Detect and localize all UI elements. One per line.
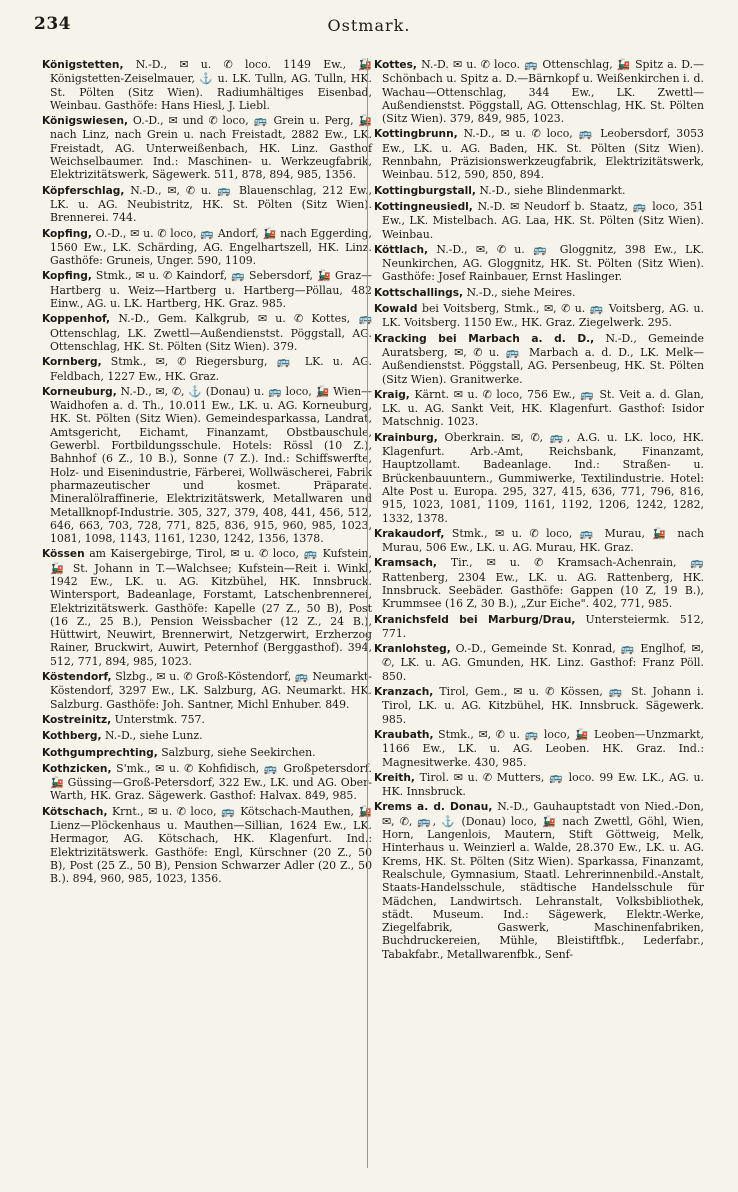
gazetteer-entry (42, 762, 372, 803)
entry-description: O.-D., ✉ u. ✆ loco, 🚌 Andorf, 🚂 nach Eggerding, 1560 Ew., LK. Schärding, AG. Engelhartszell, HK. Linz. Gasthöfe: Gruneis, Unger. 590, 1109. (50, 226, 372, 268)
entry-description: Oberkrain. ✉, ✆, 🚌, A.G. u. LK. loco, HK. Klagenfurt. Arb.-Amt, Reichsbank, Finanzamt, Hauptzollamt. Badeanlage. Ind.: Straßen- u. Brückenbauuntern., Gummiwerke, Textilindustrie. Hotel: Alte Post u. Europa. 295, 327, 415, 636, 771, 796, 816, 915, 1023, 1081, 1109, 1161, 1192, 1206, 1242, 1282, 1332, 1378. (382, 430, 704, 525)
left-column (42, 58, 372, 888)
gazetteer-entry (42, 114, 372, 181)
entry-description: Stmk., ✉ u. ✆ loco, 🚌 Murau, 🚂 nach Murau, 506 Ew., LK. u. AG. Murau, HK. Graz. (382, 526, 704, 555)
entry-place-name: Kranichsfeld bei Marburg/Drau, (374, 613, 576, 626)
entry-place-name: Kothberg, (42, 730, 102, 743)
entry-place-name: Kottingbrunn, (374, 128, 458, 141)
gazetteer-entry (374, 127, 704, 181)
gazetteer-entry (374, 243, 704, 284)
gazetteer-entry (42, 670, 372, 711)
gazetteer-entry (374, 728, 704, 769)
entry-description: Stmk., ✉, ✆ u. 🚌 loco, 🚂 Leoben—Unzmarkt, 1166 Ew., LK. u. AG. Leoben. HK. Graz. Ind.: Magnesitwerke. 430, 985. (382, 727, 704, 769)
gazetteer-entry (374, 286, 704, 300)
entry-description: am Kaisergebirge, Tirol, ✉ u. ✆ loco, 🚌 Kufstein, 🚂 St. Johann in T.—Walchsee; Kufstein—Reit i. Winkl, 1942 Ew., LK. u. AG. Kitzbühel, HK. Innsbruck. Wintersport, Badeanlage, Forstamt, Latschenbrennerei, Elektrizitätswerk. Gasthöfe: Kapelle (27 Z., 50 B), Post (16 Z., 25 B.), Pension Weissbacher (12 Z., 24 B.), Hüttwirt, Neuwirt, Brennerwirt, Netzgerwirt, Erzherzog Rainer, Bruckwirt, Auwirt, Peternhof (Berggasthof). 394, 512, 771, 894, 985, 1023. (50, 547, 372, 668)
entry-place-name: Krems a. d. Donau, (374, 801, 493, 814)
entry-description: N.-D., ✉ u. ✆ loco. 1149 Ew., 🚂 Königstetten-Zeiselmauer, ⚓ u. LK. Tulln, AG. Tulln, HK. St. Pölten (Sitz Wien). Radiumhältiges Eisenbad, Weinbau. Gasthöfe: Hans Hiesl, J. Liebl. (50, 58, 372, 112)
entry-description: N.-D. ✉ u. ✆ loco. 🚌 Ottenschlag, 🚂 Spitz a. D.—Schönbach u. Spitz a. D.—Bärnkopf u. Weißenkirchen i. d. Wachau—Ottenschlag, 344 Ew., LK. Zwettl—Außendienstst. Pöggstall, AG. Ottenschlag, HK. St. Pölten (Sitz Wien). 379, 849, 985, 1023. (382, 58, 704, 126)
entry-description: N.-D., siehe Blindenmarkt. (475, 183, 626, 197)
gazetteer-entry (42, 729, 372, 743)
entry-description: Kärnt. ✉ u. ✆ loco, 756 Ew., 🚌 St. Veit a. d. Glan, LK. u. AG. Sankt Veit, HK. Klagenfurt. Gasthof: Isidor Matschnig. 1023. (382, 387, 704, 429)
entry-place-name: Korneuburg, (42, 385, 117, 398)
entry-description: N.-D., siehe Meires. (463, 285, 576, 299)
entry-place-name: Kowald (374, 303, 418, 316)
entry-place-name: Kothzicken, (42, 762, 112, 775)
gazetteer-entry (42, 227, 372, 268)
entry-place-name: Kötschach, (42, 805, 108, 818)
gazetteer-entry (42, 312, 372, 353)
entry-description: N.-D., ✉ u. ✆ loco, 🚌 Leobersdorf, 3053 Ew., LK. u. AG. Baden, HK. St. Pölten (Sitz Wien). Rennbahn, Präzisionswerkzeugfabrik, Elektrizitätswerk, Weinbau. 512, 590, 850, 894. (382, 127, 704, 182)
entry-place-name: Kottschallings, (374, 286, 464, 299)
entry-place-name: Koppenhof, (42, 313, 111, 326)
gazetteer-entry (374, 613, 704, 641)
gazetteer-entry (374, 685, 704, 726)
entry-place-name: Köpferschlag, (42, 184, 125, 197)
entry-description: N.-D., Gemeinde Auratsberg, ✉, ✆ u. 🚌 Marbach a. d. D., LK. Melk—Außendienstst. Pöggstall, AG. Persenbeug, HK. St. Pölten (Sitz Wien). Granitwerke. (382, 331, 704, 386)
page-header (34, 14, 704, 40)
gazetteer-entry (42, 385, 372, 546)
entry-place-name: Kranlohsteg, (374, 643, 451, 656)
entry-description: N.-D., ✉, ✆ u. 🚌 Blauenschlag, 212 Ew., LK. u. AG. Neubistritz, HK. St. Pölten (Sitz Wien). Brennerei. 744. (50, 183, 372, 225)
entry-place-name: Kottes, (374, 59, 417, 71)
entry-description: N.-D. ✉ Neudorf b. Staatz, 🚌 loco, 351 Ew., LK. Mistelbach. AG. Laa, HK. St. Pölten (Sitz Wien). Weinbau. (382, 199, 704, 241)
entry-place-name: Kranzach, (374, 686, 434, 699)
gazetteer-entry (42, 184, 372, 225)
gazetteer-entry (374, 388, 704, 429)
gazetteer-entry (374, 200, 704, 241)
entry-place-name: Kraig, (374, 388, 410, 401)
gazetteer-entry (374, 556, 704, 610)
entry-description: Salzburg, siehe Seekirchen. (157, 745, 316, 759)
entry-description: Tirol. ✉ u. ✆ Mutters, 🚌 loco. 99 Ew. LK., AG. u. HK. Innsbruck. (382, 770, 704, 799)
entry-place-name: Kopfing, (42, 270, 92, 283)
entry-place-name: Kottingneusiedl, (374, 200, 473, 213)
entry-place-name: Kraubath, (374, 728, 434, 741)
entry-place-name: Kracking bei Marbach a. d. D., (374, 332, 595, 345)
entry-place-name: Kreith, (374, 771, 415, 784)
gazetteer-entry (42, 713, 372, 727)
entry-description: N.-D., ✉, ✆ u. 🚌 Gloggnitz, 398 Ew., LK. Neunkirchen, AG. Gloggnitz, HK. St. Pölten (Sitz Wien). Gasthöfe: Josef Rainbauer, Ernst Haslinger. (382, 242, 704, 284)
entry-description: N.-D., Gem. Kalkgrub, ✉ u. ✆ Kottes, 🚌 Ottenschlag, LK. Zwettl—Außendienstst. Pöggstall, AG. Ottenschlag, HK. St. Pölten (Sitz Wien). 379. (50, 312, 372, 353)
entry-description: O.-D., Gemeinde St. Konrad, 🚌 Englhof, ✉, ✆, LK. u. AG. Gmunden, HK. Linz. Gasthof: Franz Pöll. 850. (382, 642, 704, 683)
entry-place-name: Krainburg, (374, 431, 438, 444)
entry-description: Unterstmk. 757. (111, 712, 205, 726)
entry-place-name: Krakaudorf, (374, 527, 445, 540)
entry-description: Slzbg., ✉ u. ✆ Groß-Köstendorf, 🚌 Neumarkt-Köstendorf, 3297 Ew., LK. Salzburg, AG. Neumarkt. HK. Salzburg. Gasthöfe: Joh. Santner, Michl Enhuber. 849. (50, 670, 372, 711)
entry-description: Stmk., ✉ u. ✆ Kaindorf, 🚌 Sebersdorf, 🚂 Graz—Hartberg u. Weiz—Hartberg u. Hartberg—Pöllau, 482 Einw., AG. u. LK. Hartberg, HK. Graz. 985. (50, 269, 372, 311)
entry-description: N.-D., ✉, ✆, ⚓ (Donau) u. 🚌 loco, 🚂 Wien—Waidhofen a. d. Th., 10.011 Ew., LK. u. AG. Korneuburg, HK. St. Pölten (Sitz Wien). Gemeindesparkassa, Landrat, Amtsgericht, Eichamt, Finanzamt, Obstbauschule, Gewerbl. Fortbildungsschule. Hotels: Rössl (10 Z.), Bahnhof (6 Z., 10 B.), Sonne (7 Z.). Ind.: Schiffswerfte, Holz- und Eisenindustrie, Färberei, Wollwäscherei, Fabrik pharmazeutischer und kosmet. Präparate. Mineralölraffinerie, Elektrizitätswerk, Metallwaren und Metallknopf-Industrie. 305, 327, 379, 408, 441, 456, 512, 646, 663, 703, 728, 771, 825, 836, 915, 960, 985, 1023, 1081, 1098, 1143, 1161, 1230, 1242, 1356, 1378. (50, 384, 372, 546)
entry-place-name: Kössen (42, 548, 85, 561)
entry-place-name: Kornberg, (42, 356, 102, 369)
gazetteer-entry (374, 800, 704, 961)
gazetteer-entry (374, 527, 704, 555)
gazetteer-entry (374, 332, 704, 386)
entry-place-name: Köstendorf, (42, 671, 112, 684)
entry-description: bei Voitsberg, Stmk., ✉, ✆ u. 🚌 Voitsberg, AG. u. LK. Voitsberg. 1150 Ew., HK. Graz. Ziegelwerk. 295. (382, 302, 704, 330)
gazetteer-entry (42, 355, 372, 383)
entry-description: O.-D., ✉ und ✆ loco, 🚌 Grein u. Perg, 🚂 nach Linz, nach Grein u. nach Freistadt, 2882 Ew., LK. Freistadt, AG. Unterweißenbach, HK. Linz. Gasthof Weichselbaumer. Ind.: Maschinen- u. Werkzeugfabrik, Elektrizitätswerk, Sägewerk. 511, 878, 894, 985, 1356. (50, 114, 372, 182)
entry-description: Untersteiermk. 512, 771. (382, 612, 704, 640)
entry-place-name: Kothgumprechting, (42, 746, 158, 759)
entry-place-name: Königswiesen, (42, 115, 129, 128)
entry-description: S'mk., ✉ u. ✆ Kohfidisch, 🚌 Großpetersdorf. 🚂 Güssing—Groß-Petersdorf, 322 Ew., LK. und AG. Ober-Warth, HK. Graz. Sägewerk. Gasthof: Halvax. 849, 985. (50, 761, 372, 803)
entry-place-name: Köttlach, (374, 243, 429, 256)
entry-place-name: Kramsach, (374, 557, 437, 570)
page-number: 234 (34, 14, 71, 34)
gazetteer-entry (374, 58, 704, 125)
gazetteer-entry (374, 302, 704, 330)
gazetteer-entry (42, 805, 372, 886)
running-head: Ostmark. (327, 16, 411, 35)
entry-place-name: Königstetten, (42, 59, 124, 71)
entry-place-name: Kopfing, (42, 227, 92, 240)
gazetteer-entry (42, 746, 372, 760)
right-column (374, 58, 704, 963)
column-divider (367, 58, 368, 1168)
gazetteer-entry (374, 184, 704, 198)
entry-description: N.-D., siehe Lunz. (101, 729, 203, 743)
gazetteer-entry (42, 547, 372, 668)
gazetteer-entry (42, 58, 372, 112)
entry-description: N.-D., Gauhauptstadt von Nied.-Don, ✉, ✆, 🚌, ⚓ (Donau) loco, 🚂 nach Zwettl, Göhl, Wien, Horn, Langenlois, Mautern, Stift Göttweig, Melk, Hinterhaus u. Weinzierl a. Walde, 28.370 Ew., LK. u. AG. Krems, HK. St. Pölten (Sitz Wien). Sparkassa, Finanzamt, Realschule, Gymnasium, Staatl. Lehrerinnenbild.-Anstalt, Staats-Handelsschule, städtische Handelsschule für Mädchen, Landwirtsch. Lehranstalt, Volksbibliothek, städt. Museum. Ind.: Sägewerk, Elektr.-Werke, Ziegelfabrik, Gaswerk, Maschinenfabriken, Buchdruckereien, Mühle, Bleistiftfbk., Lederfabr., Tabakfabr., Metallwarenfbk., Senf- (382, 800, 705, 961)
entry-description: Stmk., ✉, ✆ Riegersburg, 🚌 LK. u. AG. Feldbach, 1227 Ew., HK. Graz. (50, 355, 372, 383)
gazetteer-entry (42, 269, 372, 310)
entry-description: Tir., ✉ u. ✆ Kramsach-Achenrain, 🚌 Rattenberg, 2304 Ew., LK. u. AG. Rattenberg, HK. Innsbruck. Seebäder. Gasthöfe: Gappen (10 Z, 19 B.), Krummsee (16 Z, 30 B.), „Zur Eiche". 402, 771, 985. (382, 556, 704, 611)
entry-place-name: Kottingburgstall, (374, 184, 476, 197)
gazetteer-entry (374, 431, 704, 525)
gazetteer-entry (374, 642, 704, 683)
entry-place-name: Kostreinitz, (42, 713, 112, 726)
gazetteer-entry (374, 771, 704, 799)
entry-description: Krnt., ✉ u. ✆ loco, 🚌 Kötschach-Mauthen, 🚂 Lienz—Plöckenhaus u. Mauthen—Sillian, 1624 Ew., LK. Hermagor, AG. Kötschach, HK. Klagenfurt. Ind.: Elektrizitätswerk. Gasthöfe: Engl, Kürschner (20 Z., 50 B), Post (25 Z., 50 B), Pension Schwarzer Adler (20 Z., 50 B.). 894, 960, 985, 1023, 1356. (50, 804, 372, 886)
entry-description: Tirol, Gem., ✉ u. ✆ Kössen, 🚌 St. Johann i. Tirol, LK. u. AG. Kitzbühel, HK. Innsbruck. Sägewerk. 985. (382, 685, 704, 726)
